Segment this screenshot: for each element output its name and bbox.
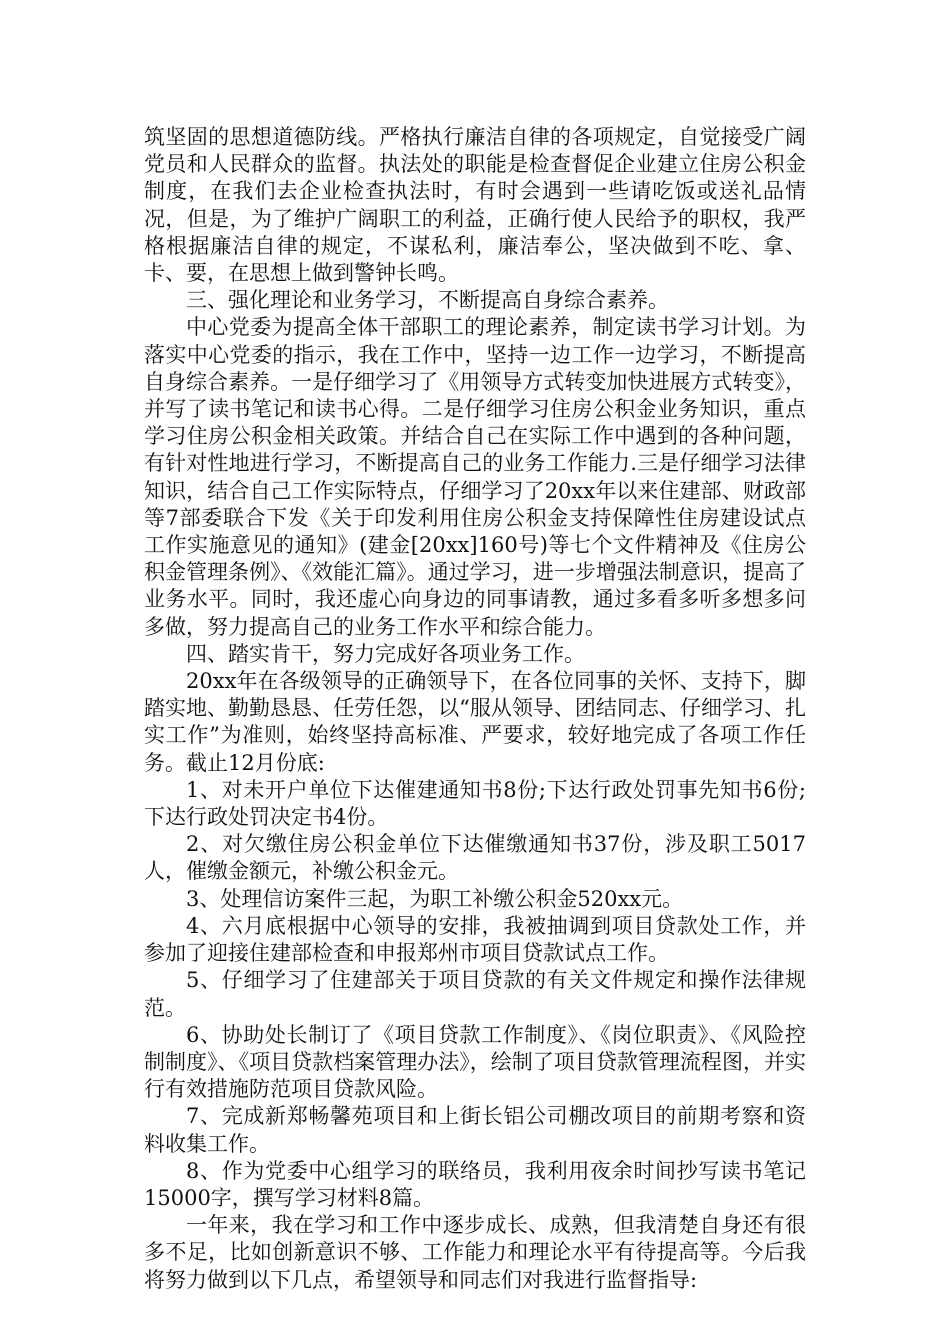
list-item-1: 1、对未开户单位下达催建通知书8份;下达行政处罚事先知书6份;下达行政处罚决定书4份。 [144, 777, 806, 830]
list-item-6: 6、协助处长制订了《项目贷款工作制度》、《岗位职责》、《风险控制制度》、《项目贷款档案管理办法》，绘制了项目贷款管理流程图，并实行有效措施防范项目贷款风险。 [144, 1022, 806, 1102]
list-item-5: 5、仔细学习了住建部关于项目贷款的有关文件规定和操作法律规范。 [144, 968, 806, 1020]
list-item-4: 4、六月底根据中心领导的安排，我被抽调到项目贷款处工作，并参加了迎接住建部检查和申报郑州市项目贷款试点工作。 [144, 913, 806, 966]
list-item-7: 7、完成新郑畅馨苑项目和上街长铝公司棚改项目的前期考察和资料收集工作。 [144, 1104, 806, 1156]
document-body [144, 124, 806, 1294]
list-item-2: 2、对欠缴住房公积金单位下达催缴通知书37份，涉及职工5017人，催缴金额元，补缴公积金元。 [144, 832, 806, 884]
paragraph-moral-defense: 筑坚固的思想道德防线。严格执行廉洁自律的各项规定，自觉接受广阔党员和人民群众的监督。执法处的职能是检查督促企业建立住房公积金制度，在我们去企业检查执法时，有时会遇到一些请吃饭或送礼品情况，但是，为了维护广阔职工的利益，正确行使人民给予的职权，我严格根据廉洁自律的规定，不谋私利，廉洁奉公，坚决做到不吃、拿、卡、要，在思想上做到警钟长鸣。 [144, 125, 806, 286]
list-item-3: 3、处理信访案件三起，为职工补缴公积金520xx元。 [186, 886, 684, 911]
paragraph-work-summary: 20xx年在各级领导的正确领导下，在各位同事的关怀、支持下，脚踏实地、勤勤恳恳、任劳任怨，以“服从领导、团结同志、仔细学习、扎实工作”为准则，始终坚持高标准、严要求，较好地完成了各项工作任务。截止12月份底: [144, 669, 806, 775]
section-heading-four: 四、踏实肯干，努力完成好各项业务工作。 [186, 641, 585, 666]
section-heading-three: 三、强化理论和业务学习，不断提高自身综合素养。 [186, 288, 669, 313]
paragraph-study: 中心党委为提高全体干部职工的理论素养，制定读书学习计划。为落实中心党委的指示，我在工作中，坚持一边工作一边学习，不断提高自身综合素养。一是仔细学习了《用领导方式转变加快进展方式转变》，并写了读书笔记和读书心得。二是仔细学习住房公积金业务知识，重点学习住房公积金相关政策。并结合自己在实际工作中遇到的各种问题，有针对性地进行学习，不断提高自己的业务工作能力.三是仔细学习法律知识，结合自己工作实际特点，仔细学习了20xx年以来住建部、财政部等7部委联合下发《关于印发利用住房公积金支持保障性住房建设试点工作实施意见的通知》(建金[20xx]160号)等七个文件精神及《住房公积金管理条例》、《效能汇篇》。通过学习，进一步增强法制意识，提高了业务水平。同时，我还虚心向身边的同事请教，通过多看多听多想多问多做，努力提高自己的业务工作水平和综合能力。 [144, 315, 806, 639]
paragraph-conclusion: 一年来，我在学习和工作中逐步成长、成熟，但我清楚自身还有很多不足，比如创新意识不够、工作能力和理论水平有待提高等。今后我将努力做到以下几点，希望领导和同志们对我进行监督指导: [144, 1213, 806, 1292]
list-item-8: 8、作为党委中心组学习的联络员，我利用夜余时间抄写读书笔记15000字，撰写学习材料8篇。 [144, 1158, 806, 1210]
